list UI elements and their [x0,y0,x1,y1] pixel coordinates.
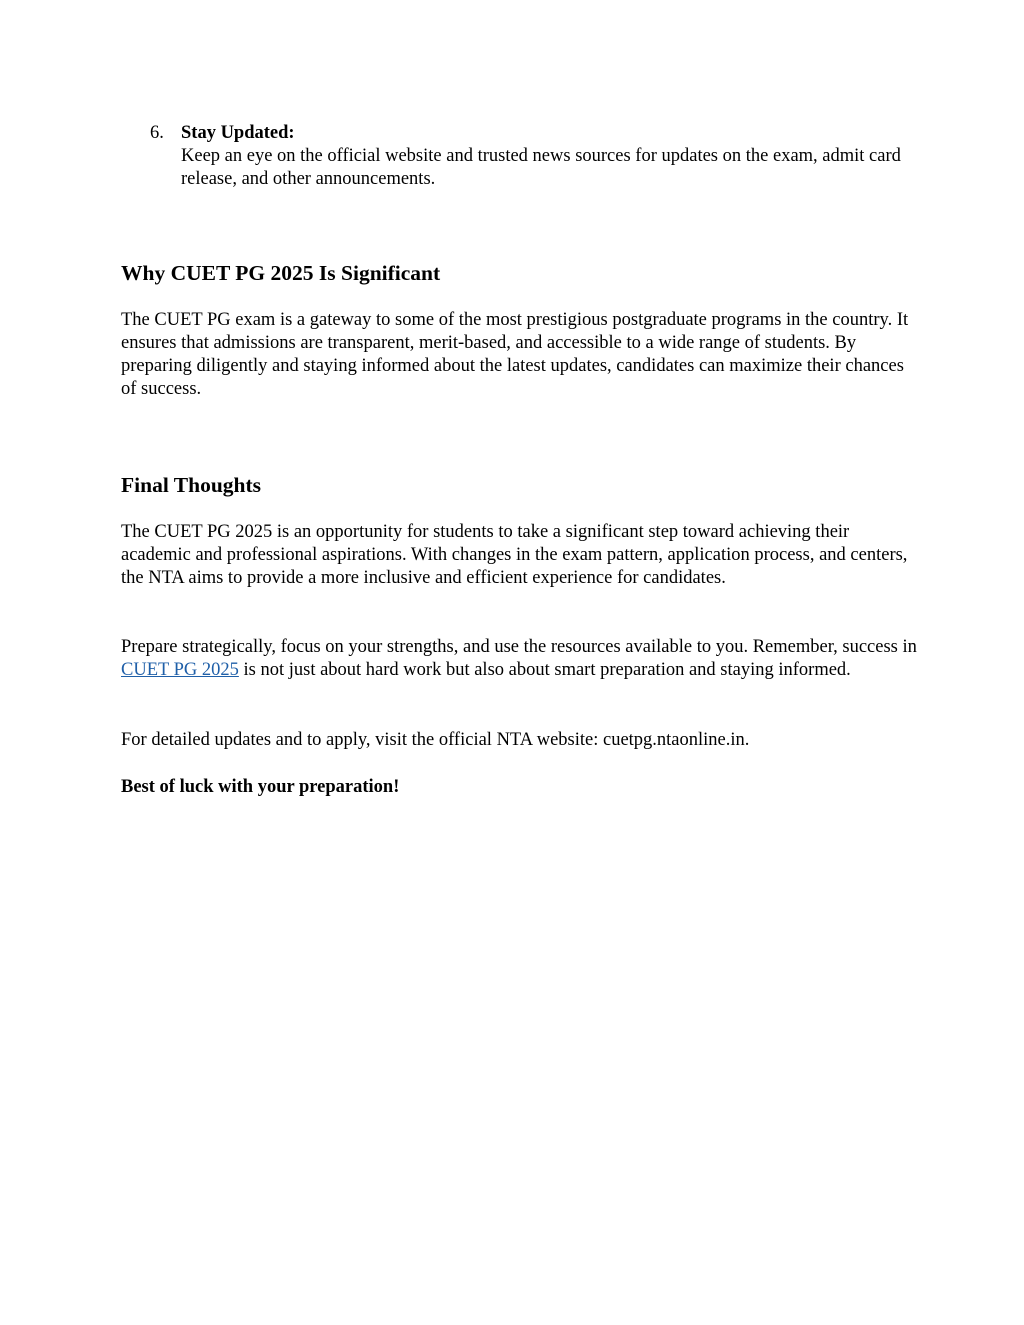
significance-paragraph: The CUET PG exam is a gateway to some of the most prestigious postgraduate programs in the country. It ensures that admissions are transparent, merit-based, and accessible to a wide range of students. By preparing diligently and staying informed about the latest updates, candidates can maximize their chances of success. [121,310,909,399]
final-thoughts-paragraph-3: For detailed updates and to apply, visit the official NTA website: cuetpg.ntaonline.in. [121,730,750,750]
final-thoughts-paragraph-2 [121,636,921,682]
section-heading-significance: Why CUET PG 2025 Is Significant [121,261,441,285]
list-item-content [181,122,911,191]
closing-line: Best of luck with your preparation! [121,777,400,797]
cuet-pg-2025-link[interactable]: CUET PG 2025 [121,660,239,680]
list-item-title: Stay Updated: [181,123,295,143]
final-thoughts-paragraph-1: The CUET PG 2025 is an opportunity for students to take a significant step toward achieving their academic and professional aspirations. With changes in the exam pattern, application process, and centers, the NTA aims to provide a more inclusive and efficient experience for candidates. [121,522,908,588]
list-number: 6. [150,123,164,143]
section-heading-final-thoughts: Final Thoughts [121,473,262,497]
paragraph-text-after-link: is not just about hard work but also about smart preparation and staying informed. [238,660,851,680]
paragraph-text-before-link: Prepare strategically, focus on your strengths, and use the resources available to you. Remember, success in [121,637,917,657]
list-item-body: Keep an eye on the official website and trusted news sources for updates on the exam, admit card release, and other announcements. [181,146,901,189]
